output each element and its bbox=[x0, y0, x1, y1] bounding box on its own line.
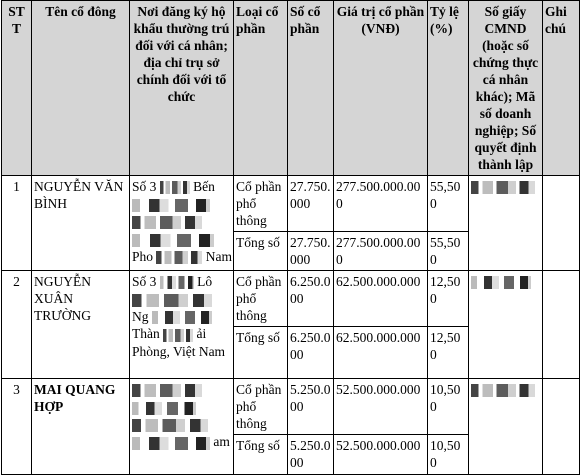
header-stt: STT bbox=[2, 1, 32, 176]
row-total-ratio: 12,500 bbox=[428, 327, 469, 379]
row-note bbox=[543, 379, 580, 475]
row-total-shares: 5.250.000 bbox=[288, 435, 334, 475]
row-ratio: 10,500 bbox=[428, 379, 469, 435]
address-fragment: ải bbox=[196, 326, 207, 342]
address-fragment: Phòng, Việt Nam bbox=[132, 343, 226, 359]
address-fragment: Bến bbox=[193, 179, 215, 194]
row-share-value: 277.500.000.000 bbox=[334, 176, 428, 232]
row-ratio: 55,500 bbox=[428, 176, 469, 232]
header-registered-address: Nơi đăng ký hộ khẩu thường trú đối với cá nhân; địa chỉ trụ sở chính đối với tổ chức bbox=[130, 1, 234, 176]
row-stt: 2 bbox=[2, 271, 32, 379]
row-total-shares: 27.750.000 bbox=[288, 232, 334, 271]
row-note bbox=[543, 271, 580, 379]
row-total-label: Tổng số bbox=[234, 232, 288, 271]
row-total-label: Tổng số bbox=[234, 435, 288, 475]
address-fragment: Thàn bbox=[132, 326, 160, 342]
row-note bbox=[543, 176, 580, 271]
address-fragment: am bbox=[213, 434, 230, 450]
header-share-value: Giá trị cổ phần (VNĐ) bbox=[334, 1, 428, 176]
row-id-number-redacted bbox=[469, 176, 543, 271]
header-row bbox=[2, 1, 580, 176]
header-share-count: Số cổ phần bbox=[288, 1, 334, 176]
row-share-value: 62.500.000.000 bbox=[334, 271, 428, 327]
header-share-type: Loại cổ phần bbox=[234, 1, 288, 176]
address-fragment: Nam bbox=[205, 248, 233, 264]
row-shareholder-name: NGUYỄN XUÂN TRƯỜNG bbox=[32, 271, 130, 379]
address-fragment: Ng bbox=[132, 308, 149, 324]
table-row bbox=[2, 379, 580, 435]
table-row bbox=[2, 176, 580, 232]
row-total-ratio: 55,500 bbox=[428, 232, 469, 271]
row-total-value: 52.500.000.000 bbox=[334, 435, 428, 475]
row-share-value: 52.500.000.000 bbox=[334, 379, 428, 435]
row-share-type: Cổ phần phổ thông bbox=[234, 271, 288, 327]
row-total-label: Tổng số bbox=[234, 327, 288, 379]
row-share-type: Cổ phần phổ thông bbox=[234, 176, 288, 232]
header-id-number: Số giấy CMND (hoặc số chứng thực cá nhân khác); Mã số doanh nghiệp; Số quyết định thành lập bbox=[469, 1, 543, 176]
row-ratio: 12,500 bbox=[428, 271, 469, 327]
row-total-shares: 6.250.000 bbox=[288, 327, 334, 379]
row-address-redacted bbox=[130, 271, 234, 379]
row-total-value: 277.500.000.000 bbox=[334, 232, 428, 271]
header-shareholder-name: Tên cổ đông bbox=[32, 1, 130, 176]
address-fragment: Pho bbox=[132, 248, 154, 264]
row-stt: 3 bbox=[2, 379, 32, 475]
row-stt: 1 bbox=[2, 176, 32, 271]
row-id-number-redacted bbox=[469, 271, 543, 379]
shareholder-table bbox=[1, 0, 580, 475]
row-total-ratio: 10,500 bbox=[428, 435, 469, 475]
address-fragment: Số 3 bbox=[132, 179, 157, 194]
row-share-count: 6.250.000 bbox=[288, 271, 334, 327]
address-fragment: Số 3 bbox=[132, 274, 157, 289]
row-share-type: Cổ phần phổ thông bbox=[234, 379, 288, 435]
header-ratio: Tỷ lệ (%) bbox=[428, 1, 469, 176]
row-shareholder-name: MAI QUANG HỢP bbox=[32, 379, 130, 475]
row-address-redacted bbox=[130, 379, 234, 475]
address-fragment: Lô bbox=[197, 274, 213, 289]
row-id-number-redacted bbox=[469, 379, 543, 475]
row-share-count: 27.750.000 bbox=[288, 176, 334, 232]
header-note: Ghi chú bbox=[543, 1, 580, 176]
row-address-redacted bbox=[130, 176, 234, 271]
row-total-value: 62.500.000.000 bbox=[334, 327, 428, 379]
row-share-count: 5.250.000 bbox=[288, 379, 334, 435]
row-shareholder-name: NGUYỄN VĂN BÌNH bbox=[32, 176, 130, 271]
table-row bbox=[2, 271, 580, 327]
